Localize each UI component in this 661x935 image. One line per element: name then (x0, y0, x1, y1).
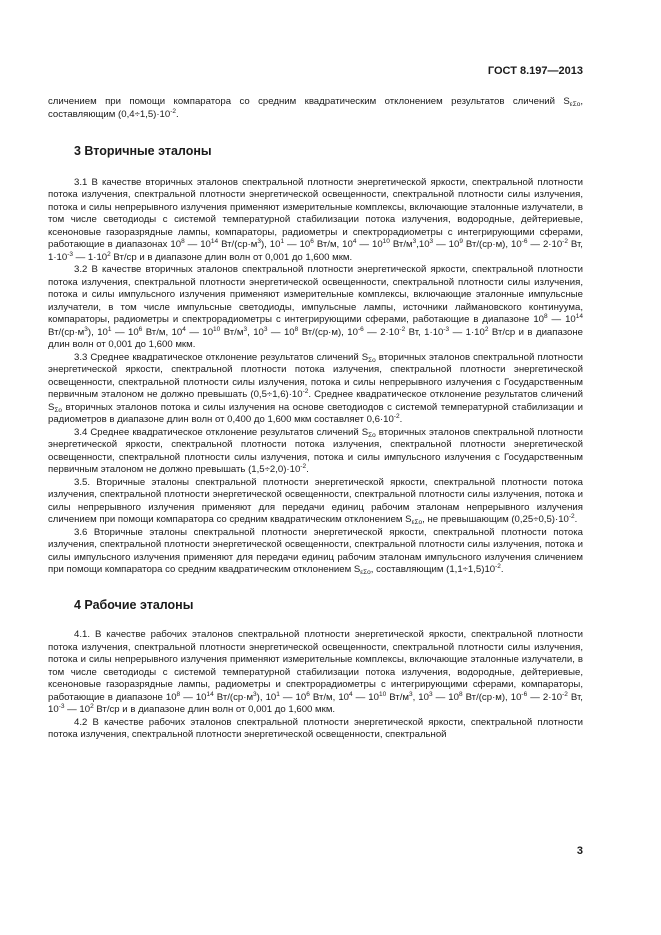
paragraph-3-5: 3.5. Вторичные эталоны спектральной плотности энергетической яркости, спектральной плотности потока излучения, спектральной плотности энергетической освещенности, спектральной плотности силы излучения, потока и силы непрерывного излучения применяют для передачи единиц рабочим эталонам непрерывного излучения сличением при помощи компаратора со средним квадратическим отклонением $S_{\varepsilon\Sigma o}$, не превышающим $(0,25\div 0,5)\cdot 10^{-2}$. (48, 476, 583, 526)
paragraph-3-4: 3.4 Среднее квадратическое отклонение результатов сличений $S_{\Sigma o}$ вторичных эталонов спектральной плотности энергетической яркости, спектральной плотности потока излучения, спектральной плотности энергетической освещенности, спектральной плотности силы излучения, потока и силы импульсного излучения с Государственным первичным эталоном не должно превышать $(1,5\div 2,0)\cdot 10^{-2}$. (48, 426, 583, 475)
paragraph-3-6: 3.6 Вторичные эталоны спектральной плотности энергетической яркости, спектральной плотности потока излучения, спектральной плотности энергетической освещенности, спектральной плотности силы излучения, потока и силы импульсного излучения применяют для передачи единиц рабочим эталонам импульсного излучения сличением при помощи компаратора со средним квадратическим отклонением $S_{\varepsilon\Sigma o}$, составляющим $(1,1\div 1,5)10^{-2}$. (48, 526, 583, 576)
page-content (48, 96, 583, 742)
section-3-heading: 3 Вторичные эталоны (74, 144, 212, 158)
document-header: ГОСТ 8.197—2013 (487, 65, 583, 77)
intro-paragraph: сличением при помощи компаратора со средним квадратическим отклонением результатов сличений $S_{\varepsilon\Sigma o}$, составляющим $(0,4\div 1,5)\cdot 10^{-2}$. (48, 96, 583, 120)
paragraph-4-2: 4.2 В качестве рабочих эталонов спектральной плотности энергетической яркости, спектральной плотности потока излучения, спектральной плотности энергетической освещенности, спектральной (48, 716, 583, 740)
page-number: 3 (576, 845, 583, 857)
paragraph-3-3: 3.3 Среднее квадратическое отклонение результатов сличений $S_{\Sigma o}$ вторичных эталонов спектральной плотности энергетической яркости, спектральной плотности потока излучения, спектральной плотности энергетической освещенности, спектральной плотности силы излучения, потока и силы непрерывного излучения с Государственным первичным эталоном не должно превышать $(0,5\div 1,6)\cdot 10^{-2}$. Среднее квадратическое отклонение результатов сличений $S_{\Sigma o}$ вторичных эталонов потока и силы излучения на основе светодиодов с системой температурной стабилизации и радиометров в диапазоне длин волн от 0,400 до 1,600 мкм составляет $0,6\cdot 10^{-2}$. (48, 351, 583, 425)
paragraph-4-1: 4.1. В качестве рабочих эталонов спектральной плотности энергетической яркости, спектральной плотности потока излучения, спектральной плотности энергетической освещенности, спектральной плотности силы излучения, потока и силы непрерывного излучения применяют измерительные комплексы, включающие эталонные излучатели, в том числе светодиоды с системой температурной стабилизации потока излучения, водородные, дейтериевые, ксеноновые газоразрядные лампы, радиометры и спектрорадиометры с интегрирующими сферами, компараторы, работающие в диапазоне $10^8$ — $10^{14}$ $Вт/(ср\cdot м^3)$, $10^1$ — $10^6$ Вт/м, $10^4$ — $10^{10}$ $Вт/м^3$, $10^3$ — $10^8$ Вт/(ср·м), $10^{-6}$ — $2\cdot 10^{-2}$ Вт, $10^{-3}$ — $10^2$ Вт/ср и в диапазоне длин волн от 0,001 до 1,600 мкм. (48, 629, 583, 715)
paragraph-3-2: 3.2 В качестве вторичных эталонов спектральной плотности энергетической яркости, спектральной плотности потока излучения, спектральной плотности энергетической освещенности, спектральной плотности силы излучения, потока и силы импульсного излучения применяют измерительные комплексы, включающие эталонные импульсные излучатели, в том числе импульсные светодиоды, импульсные лампы, источники лаймановского континуума, компараторы, радиометры и спектрорадиометры с интегрирующими сферами, работающие в диапазоне $10^8$ — $10^{14}$ $Вт/(ср\cdot м^3)$, $10^1$ — $10^6$ Вт/м, $10^4$ — $10^{10}$ $Вт/м^3$, $10^3$ — $10^8$ Вт/(ср·м), $10^{-6}$ — $2\cdot 10^{-2}$ Вт, $1\cdot 10^{-3}$ — $1\cdot 10^2$ Вт/ср и в диапазоне длин волн от 0,001 до 1,600 мкм. (48, 264, 583, 350)
paragraph-3-1: 3.1 В качестве вторичных эталонов спектральной плотности энергетической яркости, спектральной плотности потока излучения, спектральной плотности энергетической освещенности, спектральной плотности силы излучения, потока и силы непрерывного излучения применяют измерительные комплексы, включающие эталонные излучатели, в том числе светодиоды с системой температурной стабилизации потока излучения, водородные, дейтериевые, ксеноновые газоразрядные лампы, компараторы, радиометры и спектрорадиометры с интегрирующими сферами, работающие в диапазонах $10^8$ — $10^{14}$ $Вт/(ср\cdot м^3)$, $10^1$ — $10^6$ Вт/м, $10^4$ — $10^{10}$ $Вт/м^3,10^3$ — $10^9$ Вт/(ср·м), $10^{-6}$ — $2\cdot 10^{-2}$ Вт, $1\cdot 10^{-3}$ — $1\cdot 10^2$ Вт/ср и в диапазоне длин волн от 0,001 до 1,600 мкм. (48, 176, 583, 263)
section-4-heading: 4 Рабочие эталоны (74, 597, 194, 612)
